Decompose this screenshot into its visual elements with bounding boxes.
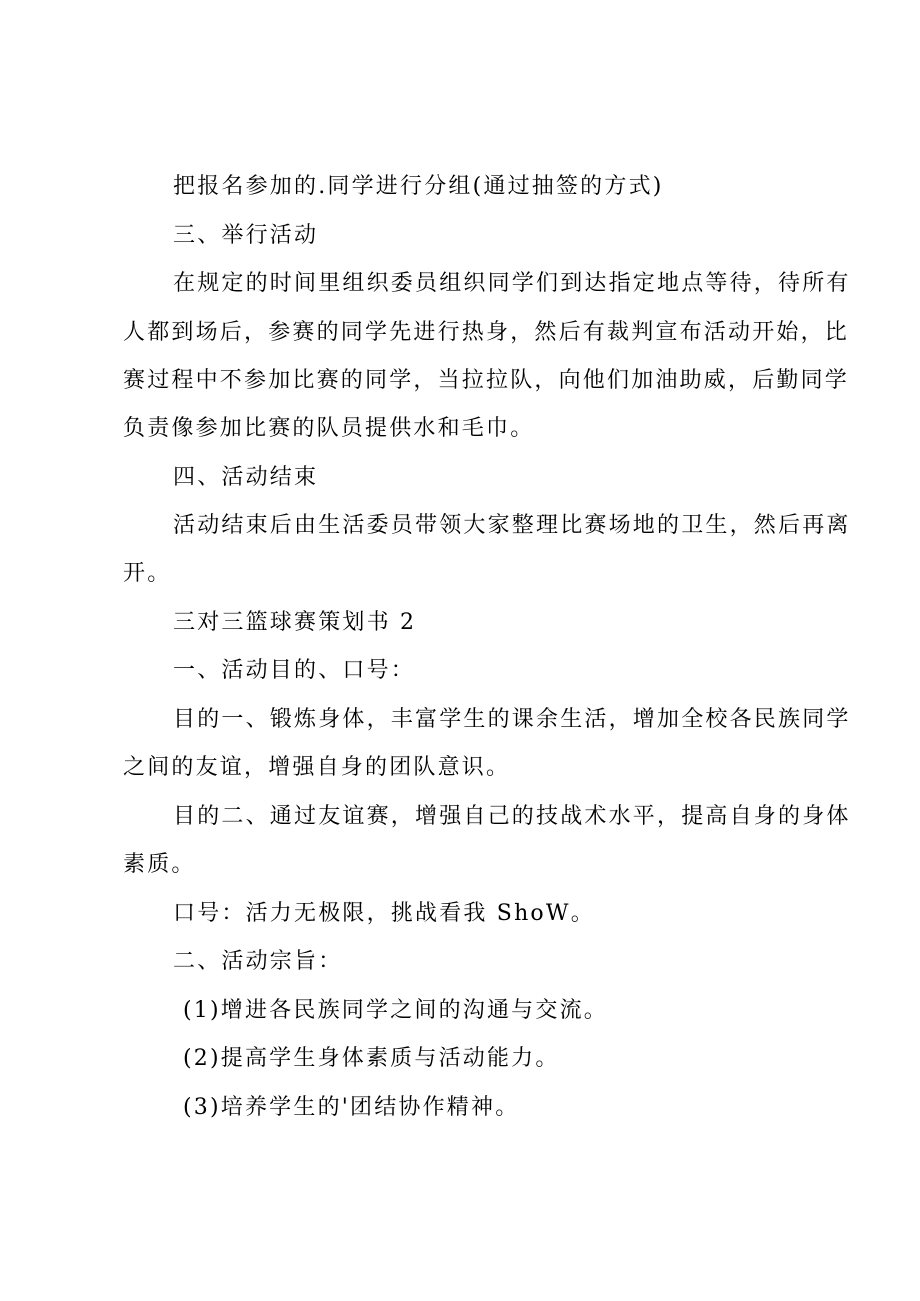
- list-item: (3)培养学生的'团结协作精神。: [183, 1095, 520, 1120]
- paragraph-line: 素质。: [123, 852, 196, 877]
- paragraph-line: 赛过程中不参加比赛的同学，当拉拉队，向他们加油助威，后勤同学: [123, 368, 850, 393]
- paragraph-line: 把报名参加的.同学进行分组(通过抽签的方式): [173, 174, 664, 199]
- paragraph-line: 目的一、锻炼身体，丰富学生的课余生活，增加全校各民族同学: [173, 707, 851, 732]
- paragraph-line: 负责像参加比赛的队员提供水和毛巾。: [123, 416, 535, 441]
- paragraph-line: 在规定的时间里组织委员组织同学们到达指定地点等待，待所有: [173, 271, 851, 296]
- document-subtitle: 三对三篮球赛策划书 2: [173, 610, 417, 635]
- paragraph-line: 活动结束后由生活委员带领大家整理比赛场地的卫生，然后再离: [173, 513, 851, 538]
- list-item: (1)增进各民族同学之间的沟通与交流。: [183, 998, 608, 1023]
- section-heading: 一、活动目的、口号：: [173, 658, 416, 683]
- section-heading: 三、举行活动: [173, 223, 319, 248]
- paragraph-line: 目的二、通过友谊赛，增强自己的技战术水平，提高自身的身体: [173, 804, 851, 829]
- section-heading: 二、活动宗旨：: [173, 949, 343, 974]
- paragraph-line: 人都到场后，参赛的同学先进行热身，然后有裁判宣布活动开始，比: [123, 320, 850, 345]
- section-heading: 四、活动结束: [173, 465, 319, 490]
- slogan-line: 口号：活力无极限，挑战看我 ShoW。: [173, 901, 595, 926]
- paragraph-line: 开。: [123, 561, 172, 586]
- paragraph-line: 之间的友谊，增强自身的团队意识。: [123, 755, 511, 780]
- list-item: (2)提高学生身体素质与活动能力。: [183, 1046, 560, 1071]
